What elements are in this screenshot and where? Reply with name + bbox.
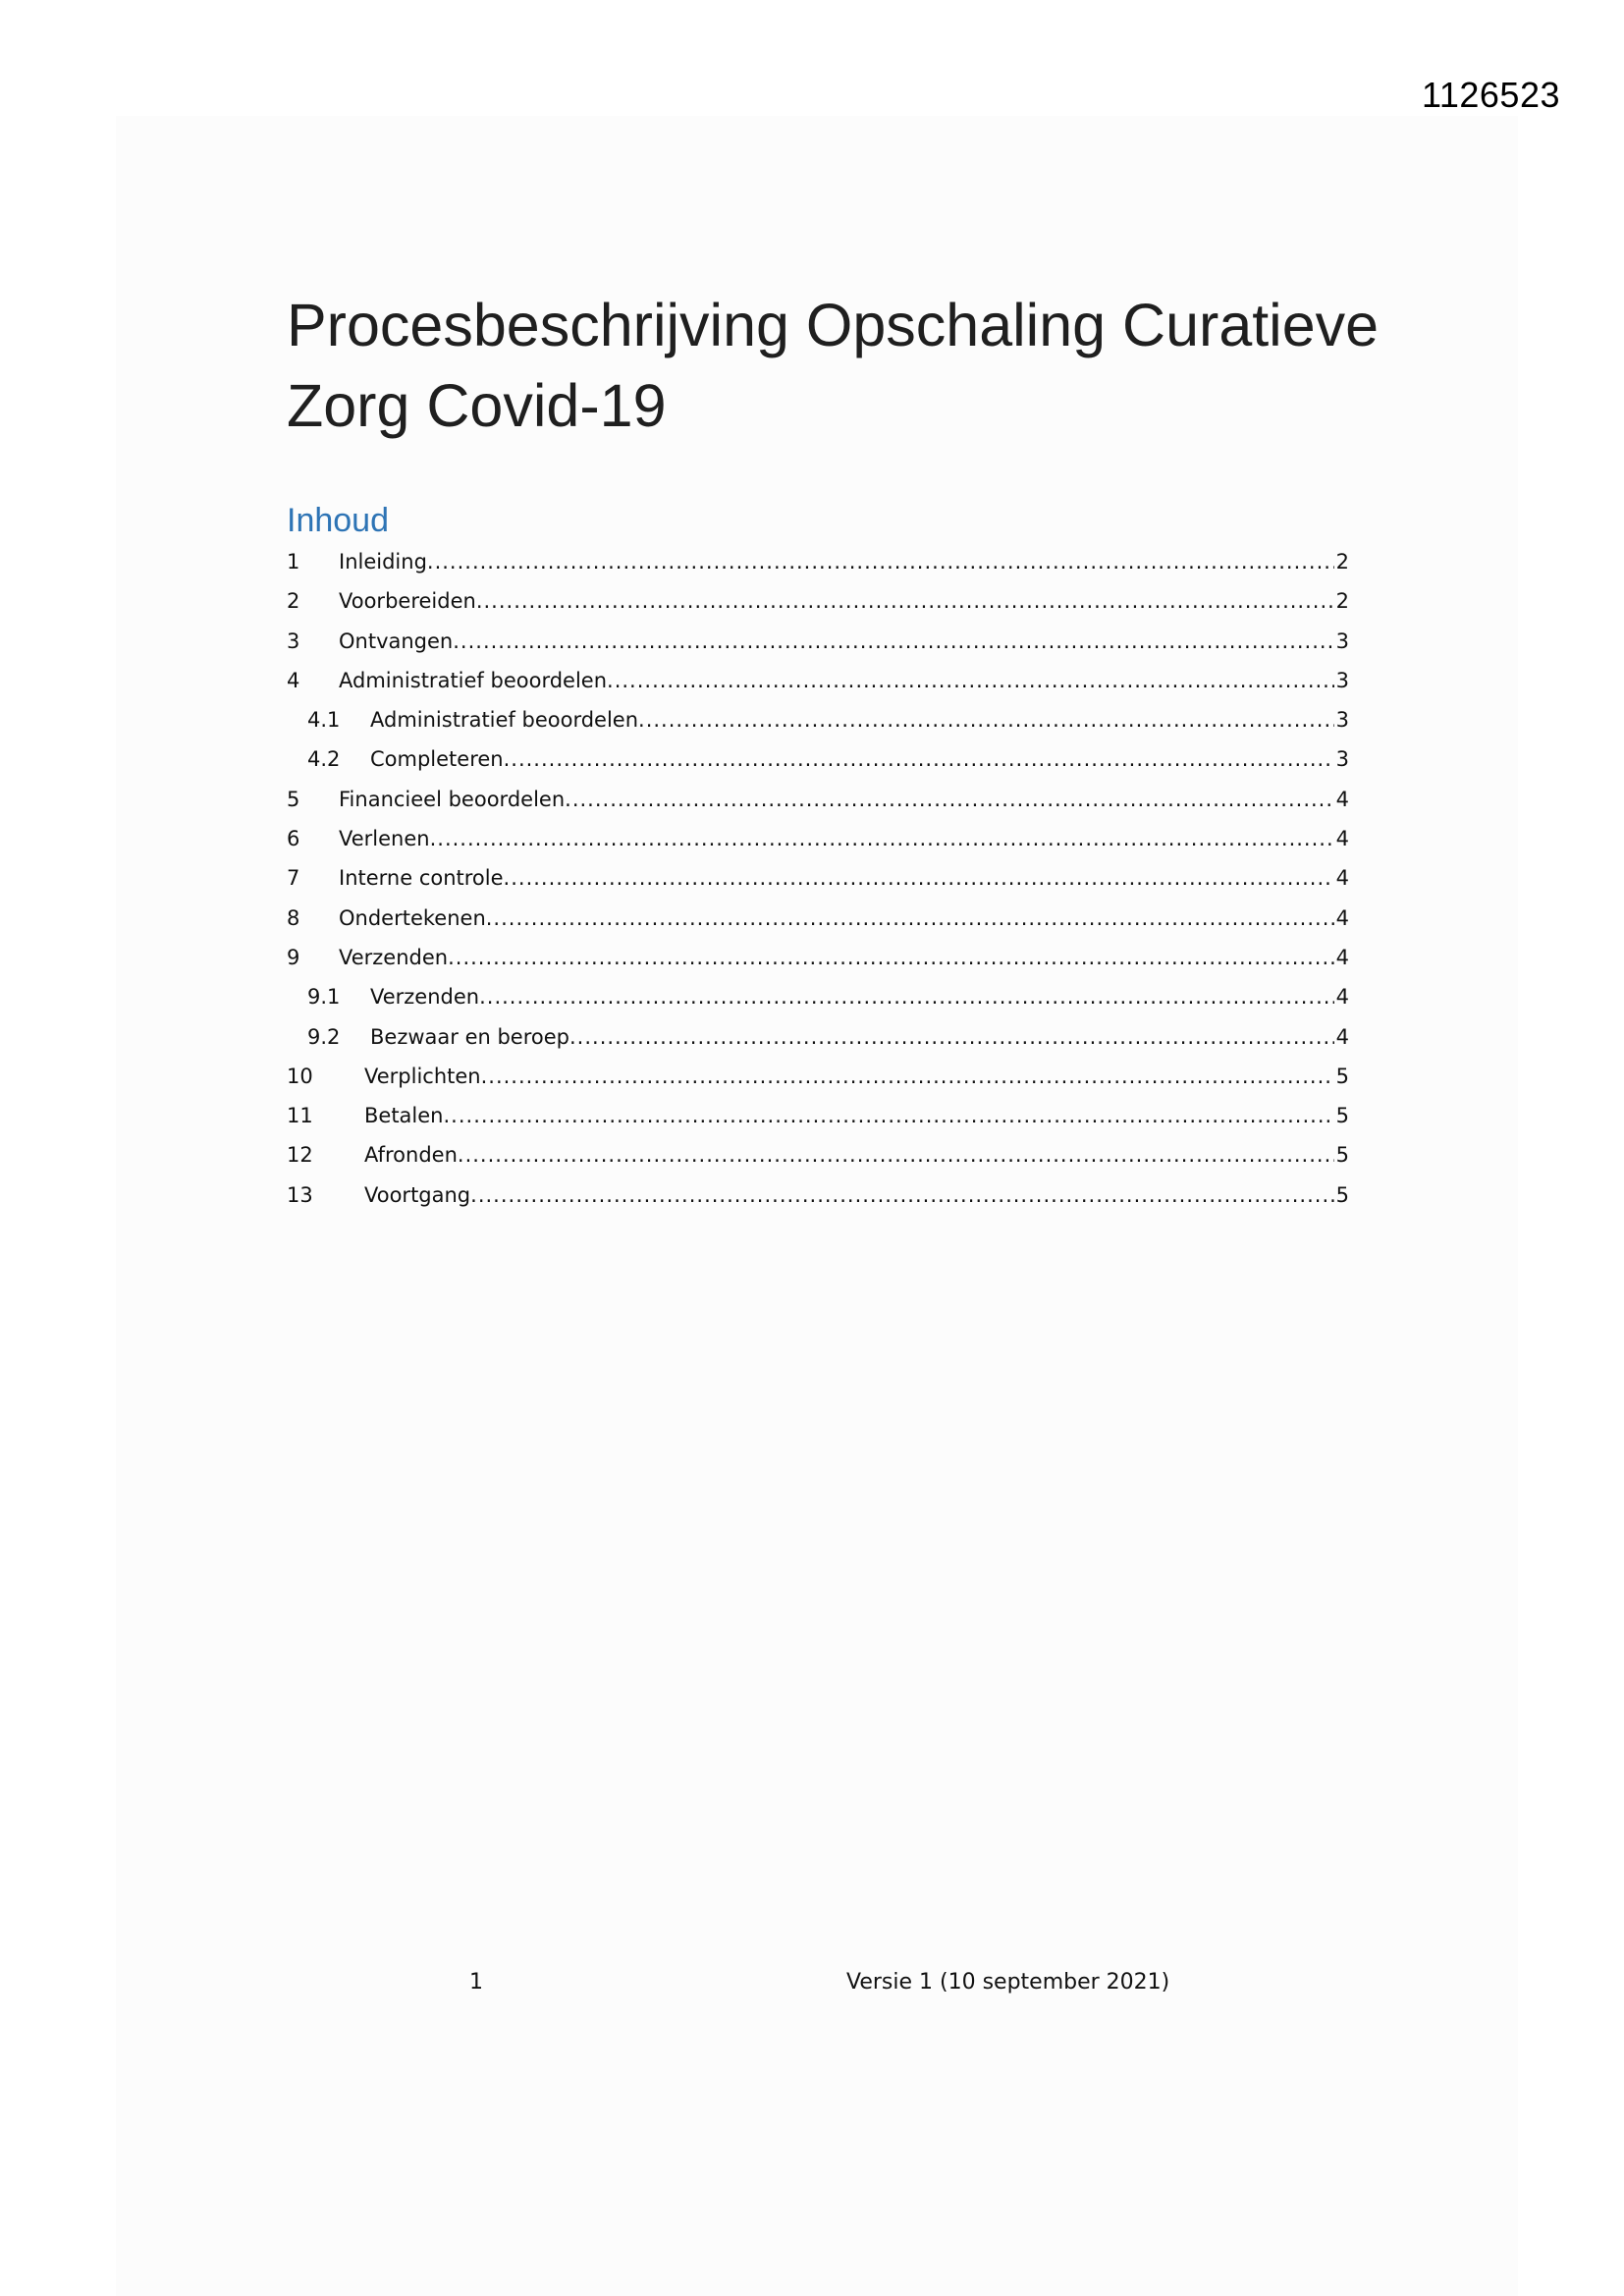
toc-leader-dots <box>453 629 1333 653</box>
toc-leader-dots <box>458 1143 1334 1167</box>
toc-subentry[interactable] <box>287 747 1349 787</box>
toc-entry-page: 4 <box>1335 945 1349 969</box>
toc-entry[interactable] <box>287 827 1349 866</box>
toc-leader-dots <box>638 708 1334 732</box>
toc-entry-page: 4 <box>1335 1024 1349 1049</box>
toc-entry-label: Voorbereiden <box>339 589 476 614</box>
toc-entry[interactable] <box>287 946 1349 985</box>
toc-entry-page: 2 <box>1335 550 1349 574</box>
toc-entry-number: 9 <box>287 945 300 969</box>
toc-entry-label: Afronden <box>364 1143 458 1168</box>
toc-entry-page: 4 <box>1335 905 1349 930</box>
toc-leader-dots <box>481 1065 1334 1088</box>
toc-entry-label: Verzenden <box>339 945 449 969</box>
toc-leader-dots <box>607 669 1334 692</box>
toc-heading: Inhoud <box>287 502 389 539</box>
toc-entry-number: 1 <box>287 550 300 574</box>
toc-entry-label: Interne controle <box>339 866 504 891</box>
toc-entry[interactable] <box>287 589 1349 629</box>
toc-entry-label: Betalen <box>364 1104 444 1128</box>
toc-leader-dots <box>486 906 1334 930</box>
toc-entry-number: 8 <box>287 905 300 930</box>
toc-leader-dots <box>504 747 1334 771</box>
toc-entry-page: 5 <box>1335 1182 1349 1207</box>
toc-leader-dots <box>444 1104 1334 1127</box>
toc-entry[interactable] <box>287 1065 1349 1104</box>
toc-entry[interactable] <box>287 669 1349 708</box>
toc-leader-dots <box>470 1183 1333 1207</box>
toc-entry-page: 5 <box>1335 1143 1349 1168</box>
toc-leader-dots <box>448 946 1334 969</box>
toc-entry-number: 9.1 <box>307 985 341 1010</box>
footer-version: Versie 1 (10 september 2021) <box>846 1970 1170 1995</box>
toc-entry[interactable] <box>287 1183 1349 1223</box>
title-line-1: Procesbeschrijving Opschaling Curatieve <box>287 292 1380 358</box>
toc-entry-label: Ontvangen <box>339 629 454 653</box>
toc-leader-dots <box>569 1025 1334 1049</box>
toc-entry-page: 2 <box>1335 589 1349 614</box>
toc-entry-page: 5 <box>1335 1104 1349 1128</box>
toc-entry-number: 12 <box>287 1143 313 1168</box>
toc-entry-label: Verlenen <box>339 827 430 851</box>
toc-entry-number: 4.2 <box>307 747 341 772</box>
toc-entry-page: 5 <box>1335 1064 1349 1088</box>
toc-entry[interactable] <box>287 550 1349 589</box>
toc-subentry[interactable] <box>287 1025 1349 1065</box>
toc-entry-number: 11 <box>287 1104 313 1128</box>
toc-entry-label: Verzenden <box>370 985 480 1010</box>
toc-entry-number: 3 <box>287 629 300 653</box>
toc-subentry[interactable] <box>287 985 1349 1024</box>
toc-leader-dots <box>430 827 1334 850</box>
toc-entry-page: 4 <box>1335 827 1349 851</box>
toc-entry-page: 3 <box>1335 668 1349 692</box>
toc-leader-dots <box>427 550 1334 574</box>
toc-entry[interactable] <box>287 788 1349 827</box>
toc-entry[interactable] <box>287 906 1349 946</box>
document-title <box>287 285 1386 446</box>
toc-entry-page: 4 <box>1335 866 1349 891</box>
toc-entry-number: 4.1 <box>307 708 341 733</box>
toc-entry-label: Completeren <box>370 747 504 772</box>
toc-entry-page: 4 <box>1335 985 1349 1010</box>
toc-entry-number: 2 <box>287 589 300 614</box>
toc-entry-number: 6 <box>287 827 300 851</box>
toc-leader-dots <box>479 985 1334 1009</box>
toc-entry-number: 10 <box>287 1064 313 1088</box>
toc-entry-label: Verplichten <box>364 1064 481 1088</box>
toc-entry-number: 9.2 <box>307 1024 341 1049</box>
toc-entry-page: 3 <box>1335 708 1349 733</box>
toc-entry[interactable] <box>287 1143 1349 1182</box>
toc-entry-page: 3 <box>1335 747 1349 772</box>
toc-leader-dots <box>476 589 1334 613</box>
toc-entry-label: Inleiding <box>339 550 427 574</box>
toc-leader-dots <box>504 866 1334 890</box>
toc-entry-number: 7 <box>287 866 300 891</box>
footer-page-number: 1 <box>469 1970 483 1995</box>
document-number: 1126523 <box>1422 75 1560 115</box>
toc-entry-number: 13 <box>287 1182 313 1207</box>
table-of-contents <box>287 550 1349 1223</box>
title-line-2: Zorg Covid-19 <box>287 372 667 439</box>
toc-entry[interactable] <box>287 1104 1349 1143</box>
toc-entry[interactable] <box>287 866 1349 905</box>
toc-entry-label: Financieel beoordelen <box>339 787 566 811</box>
toc-entry-page: 4 <box>1335 787 1349 811</box>
toc-entry-label: Voortgang <box>364 1182 471 1207</box>
toc-entry[interactable] <box>287 629 1349 669</box>
toc-entry-label: Administratief beoordelen <box>339 668 608 692</box>
toc-entry-label: Ondertekenen <box>339 905 486 930</box>
toc-leader-dots <box>565 788 1333 811</box>
toc-entry-number: 5 <box>287 787 300 811</box>
toc-entry-number: 4 <box>287 668 300 692</box>
toc-entry-label: Administratief beoordelen <box>370 708 639 733</box>
toc-subentry[interactable] <box>287 708 1349 747</box>
toc-entry-page: 3 <box>1335 629 1349 653</box>
toc-entry-label: Bezwaar en beroep <box>370 1024 569 1049</box>
